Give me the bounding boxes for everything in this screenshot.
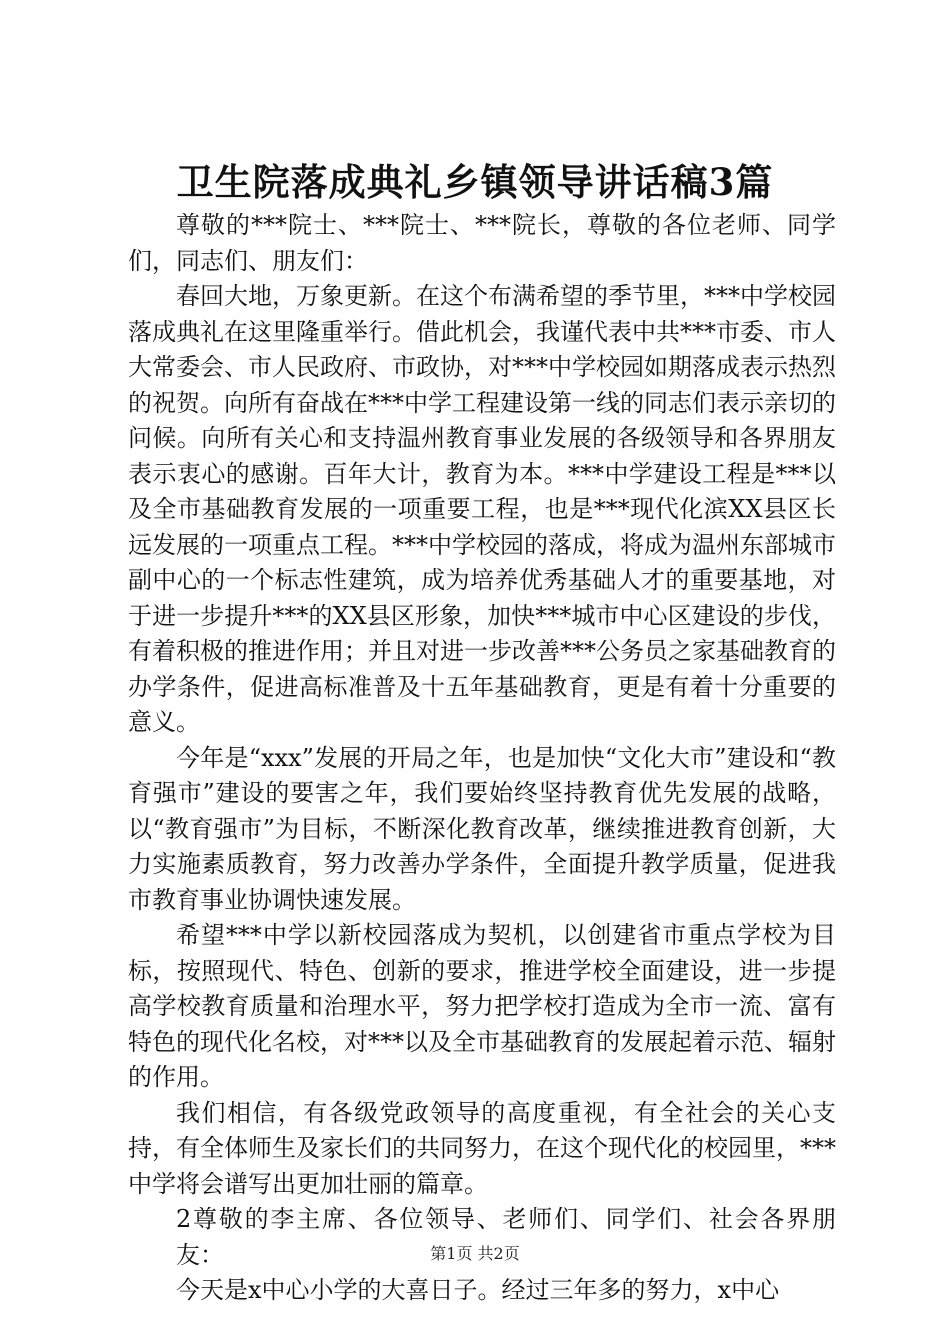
paragraph-education-priority: 今年是“xxx”发展的开局之年，也是加快“文化大市”建设和“教育强市”建设的要害之年，我们要始终坚持教育优先发展的战略，以“教育强市”为目标，不断深化教育改革，继续推进教育创新，大力实施素质教育，努力改善办学条件，全面提升教学质量，促进我市教育事业协调快速发展。 (128, 743, 836, 914)
paragraph-belief: 我们相信，有各级党政领导的高度重视，有全社会的关心支持，有全体师生及家长们的共同努力，在这个现代化的校园里，***中学将会谱写出更加壮丽的篇章。 (128, 1098, 836, 1198)
page-footer: 第1页 共2页 (430, 1244, 520, 1263)
document-body (128, 208, 836, 1309)
paragraph-hope: 希望***中学以新校园落成为契机，以创建省市重点学校为目标，按照现代、特色、创新的要求，推进学校全面建设，进一步提高学校教育质量和治理水平，努力把学校打造成为全市一流、富有特色的现代化名校，对***以及全市基础教育的发展起着示范、辐射的作用。 (128, 921, 836, 1091)
paragraph-salutation: 尊敬的***院士、***院士、***院长，尊敬的各位老师、同学们，同志们、朋友们： (128, 211, 836, 275)
document-title: 卫生院落成典礼乡镇领导讲话稿3篇 (176, 160, 774, 204)
paragraph-second-speech-salutation: 2尊敬的李主席、各位领导、老师们、同学们、社会各界朋友： (176, 1205, 836, 1269)
paragraph-congratulation: 春回大地，万象更新。在这个布满希望的季节里，***中学校园落成典礼在这里隆重举行。借此机会，我谨代表中共***市委、市人大常委会、市人民政府、市政协，对***中学校园如期落成表示热烈的祝贺。向所有奋战在***中学工程建设第一线的同志们表示亲切的问候。向所有关心和支持温州教育事业发展的各级领导和各界朋友表示衷心的感谢。百年大计，教育为本。***中学建设工程是***以及全市基础教育发展的一项重要工程，也是***现代化滨XX县区长远发展的一项重点工程。***中学校园的落成，将成为温州东部城市副中心的一个标志性建筑，成为培养优秀基础人才的重要基地，对于进一步提升***的XX县区形象，加快***城市中心区建设的步伐，有着积极的推进作用；并且对进一步改善***公务员之家基础教育的办学条件，促进高标准普及十五年基础教育，更是有着十分重要的意义。 (128, 282, 836, 736)
paragraph-second-speech-opening: 今天是x中心小学的大喜日子。经过三年多的努力，x中心 (176, 1276, 780, 1304)
